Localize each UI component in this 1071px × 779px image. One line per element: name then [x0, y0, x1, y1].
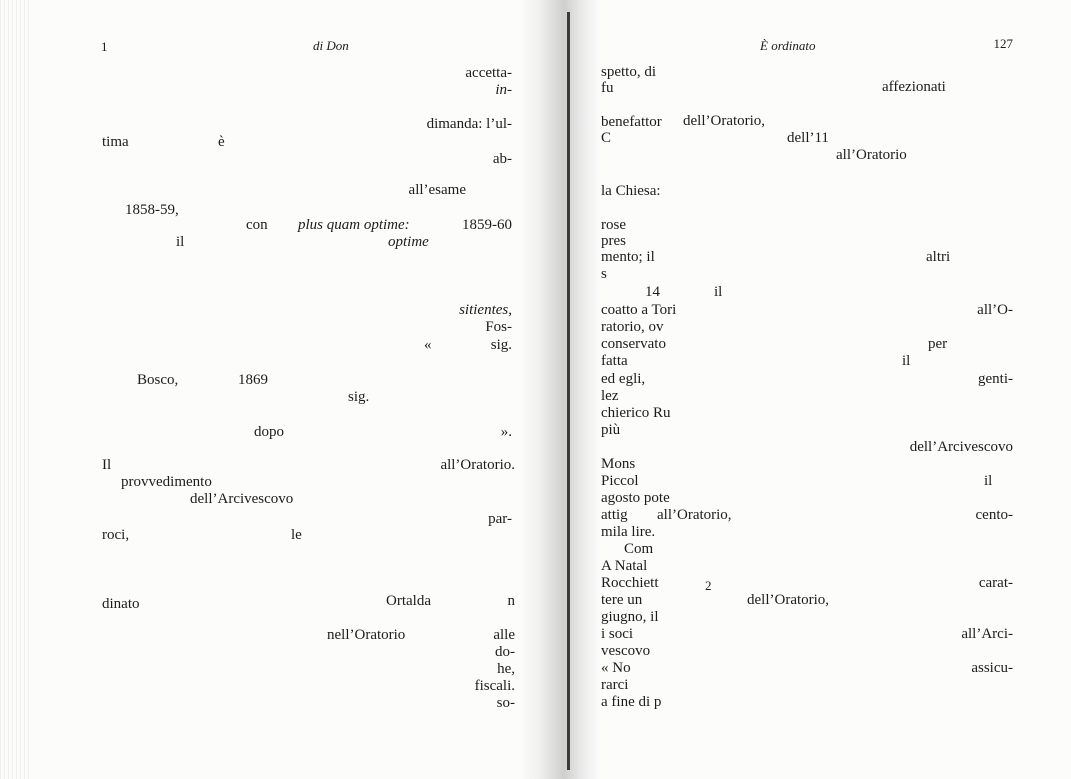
text-fragment: benefattor: [601, 114, 662, 130]
text-fragment: il: [984, 473, 993, 489]
text-fragment: in-: [495, 82, 512, 98]
text-fragment: carat-: [978, 575, 1013, 591]
text-fragment: alle: [493, 627, 515, 643]
text-fragment: all’Arci-: [961, 626, 1013, 642]
text-fragment: ».: [500, 424, 512, 440]
text-fragment: mento; il: [601, 249, 655, 265]
text-fragment: i soci: [601, 626, 634, 642]
text-fragment: accetta-: [465, 65, 512, 81]
text-fragment: conservato: [601, 336, 666, 352]
text-fragment: più: [601, 422, 621, 438]
text-fragment: assicu-: [971, 660, 1013, 676]
text-fragment: sig.: [490, 337, 512, 353]
scan-edge: [0, 0, 30, 779]
text-fragment: dinato: [102, 596, 140, 612]
text-fragment: tima: [102, 134, 129, 150]
text-fragment: all’esame: [408, 182, 466, 198]
text-fragment: A Natal: [601, 558, 648, 574]
text-fragment: dimanda: l’ul-: [426, 116, 512, 132]
text-fragment: n: [507, 593, 515, 609]
text-fragment: spetto, di: [601, 64, 656, 80]
text-fragment: 14: [645, 284, 660, 300]
text-fragment: s: [601, 266, 607, 282]
text-fragment: cento-: [975, 507, 1013, 523]
text-fragment: dell’Oratorio,: [683, 113, 766, 129]
right-running-head: È ordinato: [760, 38, 816, 53]
text-fragment: all’Oratorio,: [657, 507, 732, 523]
text-fragment: pres: [601, 233, 626, 249]
text-fragment: all’Oratorio.: [440, 457, 515, 473]
text-fragment: il: [176, 234, 185, 250]
text-fragment: affezionati: [882, 79, 946, 95]
text-fragment: dell’11: [787, 130, 829, 146]
book-gutter: [520, 0, 600, 779]
text-fragment: dell’Arcivescovo: [190, 491, 294, 507]
text-fragment: sig.: [348, 389, 370, 405]
text-fragment: per: [928, 336, 948, 352]
text-fragment: con: [246, 217, 268, 233]
text-fragment: Rocchiett: [601, 575, 659, 591]
text-fragment: ratorio, ov: [601, 319, 664, 335]
text-fragment: Fos-: [485, 319, 512, 335]
book-spine: [567, 12, 570, 770]
text-fragment: a fine di p: [601, 694, 662, 710]
text-fragment: optime: [388, 234, 429, 250]
text-fragment: 1859-60: [462, 217, 512, 233]
text-fragment: 2: [705, 578, 712, 593]
right-page-number: 127: [993, 36, 1013, 51]
text-fragment: Piccol: [601, 473, 639, 489]
text-fragment: ed egli,: [601, 371, 646, 387]
left-running-head: di Don: [313, 38, 349, 53]
left-page-number: 1: [101, 39, 108, 54]
text-fragment: 1869: [238, 372, 268, 388]
text-fragment: coatto a Tori: [601, 302, 677, 318]
text-fragment: il: [902, 353, 911, 369]
text-fragment: fiscali.: [474, 678, 515, 694]
text-fragment: all’O-: [977, 302, 1013, 318]
text-fragment: provvedimento: [121, 474, 212, 490]
text-fragment: Il: [102, 457, 112, 473]
text-fragment: ab-: [492, 151, 512, 167]
text-fragment: altri: [926, 249, 951, 265]
text-fragment: C: [601, 130, 612, 146]
text-fragment: Com: [624, 541, 654, 557]
text-fragment: «: [424, 337, 432, 353]
text-fragment: Ortalda: [386, 593, 431, 609]
text-fragment: fu: [601, 80, 614, 96]
text-fragment: tere un: [601, 592, 643, 608]
text-fragment: vescovo: [601, 643, 651, 659]
text-fragment: par-: [488, 511, 512, 527]
text-fragment: rose: [601, 217, 626, 233]
text-fragment: dopo: [254, 424, 284, 440]
text-fragment: giugno, il: [601, 609, 659, 625]
text-fragment: dell’Oratorio,: [747, 592, 830, 608]
text-fragment: il: [714, 284, 723, 300]
text-fragment: 1858-59,: [125, 202, 179, 218]
text-fragment: plus quam optime:: [298, 217, 410, 233]
text-fragment: le: [291, 527, 302, 543]
text-fragment: nell’Oratorio: [327, 627, 406, 643]
text-fragment: mila lire.: [601, 524, 656, 540]
text-fragment: dell’Arcivescovo: [909, 439, 1013, 455]
text-fragment: Bosco,: [137, 372, 179, 388]
text-fragment: sitientes,: [459, 302, 512, 318]
text-fragment: chierico Ru: [601, 405, 671, 421]
text-fragment: è: [218, 134, 225, 150]
text-fragment: genti-: [978, 371, 1013, 387]
text-fragment: lez: [601, 388, 619, 404]
text-fragment: « No: [601, 660, 631, 676]
text-fragment: attig: [601, 507, 628, 523]
text-fragment: do-: [495, 644, 515, 660]
text-fragment: rarci: [601, 677, 629, 693]
text-fragment: roci,: [102, 527, 130, 543]
text-fragment: fatta: [601, 353, 628, 369]
text-fragment: so-: [496, 695, 515, 711]
text-fragment: la Chiesa:: [601, 183, 661, 199]
text-fragment: agosto pote: [601, 490, 670, 506]
text-fragment: Mons: [601, 456, 636, 472]
text-fragment: he,: [497, 661, 515, 677]
text-fragment: all’Oratorio: [836, 147, 907, 163]
